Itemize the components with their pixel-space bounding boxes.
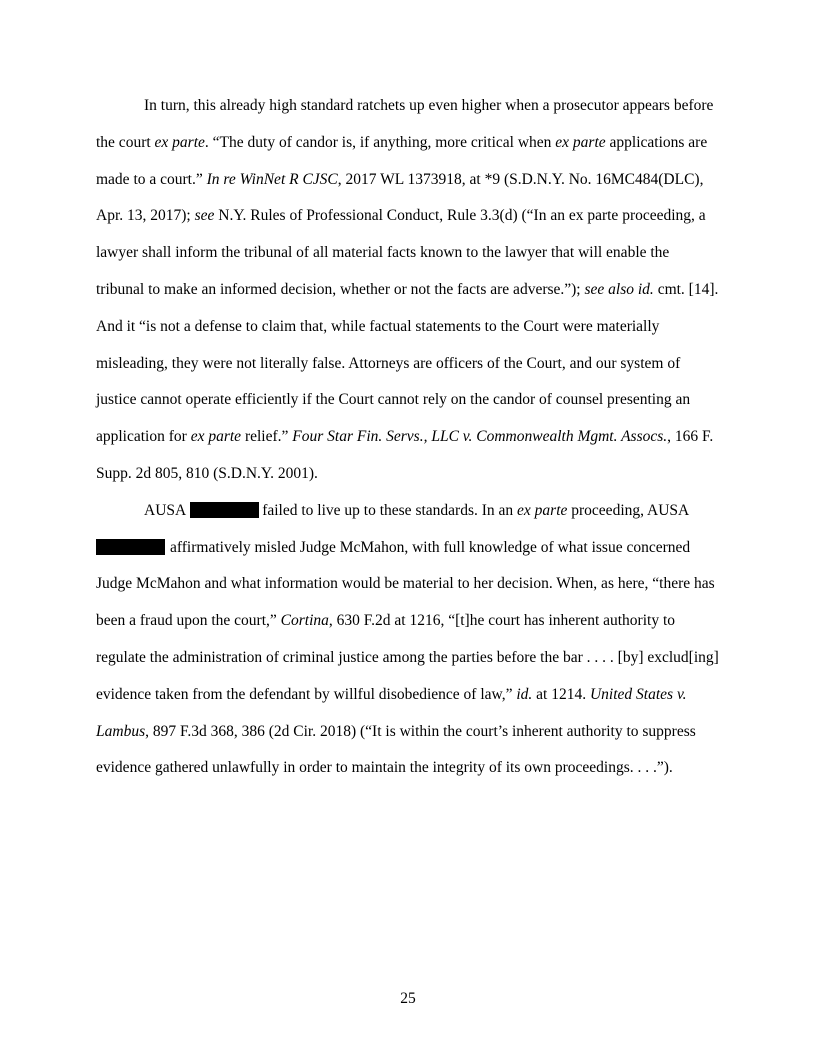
text-segment: , 630 F.2d at 1216, “[t]he court has inherent authority to regulate the administration of criminal justice among the parties before the bar . . . . [by] exclud[ing] evidence taken from the defendant by willful disobedience of law,” [96, 612, 719, 703]
text-segment: In turn, this already high standard ratchets up even higher when a prosecutor appears before the court [96, 97, 714, 151]
text-segment: N.Y. Rules of Professional Conduct, Rule 3.3(d) (“In an ex parte proceeding, a lawyer shall inform the tribunal of all material facts known to the lawyer that will enable the tribunal to make an informed decision, whether or not the facts are adverse.”); [96, 207, 706, 298]
text-segment-italic: ex parte [517, 501, 568, 519]
text-segment-italic: ex parte [154, 133, 205, 151]
paragraph-ausa-standards [96, 493, 720, 787]
page-number: 25 [400, 990, 416, 1007]
redaction-box [96, 539, 165, 555]
paragraph-duty-of-candor [96, 88, 720, 493]
text-segment: . “The duty of candor is, if anything, more critical when [204, 133, 556, 151]
text-segment: relief.” [241, 428, 293, 446]
text-segment-italic: ex parte [555, 133, 606, 151]
signal-word: id. [516, 685, 533, 703]
case-citation: Four Star Fin. Servs., LLC v. Commonwealth Mgmt. Assocs. [292, 428, 668, 446]
text-segment: AUSA [144, 501, 187, 519]
text-segment: failed to live up to these standards. In an [262, 501, 518, 519]
text-segment: at 1214. [532, 685, 590, 703]
text-segment: cmt. [14]. And it “is not a defense to claim that, while factual statements to the Court were materially misleading, they were not literally false. Attorneys are officers of the Court, and our system of justice cannot operate efficiently if the Court cannot rely on the candor of counsel presenting an application for [96, 280, 719, 446]
body-text [96, 88, 720, 787]
text-segment-italic: ex parte [190, 428, 242, 446]
text-segment: , 166 F. Supp. 2d 805, 810 (S.D.N.Y. 2001). [96, 428, 714, 482]
case-citation: In re WinNet R CJSC [206, 170, 338, 188]
redaction-box [190, 502, 259, 518]
signal-word: see [194, 207, 215, 225]
case-citation: United States v. Lambus [96, 685, 687, 740]
case-citation: Cortina [280, 612, 329, 630]
text-segment: affirmatively misled Judge McMahon, with full knowledge of what issue concerned Judge McMahon and what information would be material to her decision. When, as here, “there has been a fraud upon the court,” [96, 538, 715, 630]
text-segment: applications are made to a court.” [96, 133, 708, 188]
text-segment: , 897 F.3d 368, 386 (2d Cir. 2018) (“It is within the court’s inherent authority to suppress evidence gathered unlawfully in order to maintain the integrity of its own proceedings. . . .”). [96, 722, 696, 777]
text-segment: , 2017 WL 1373918, at *9 (S.D.N.Y. No. 16MC484(DLC), Apr. 13, 2017); [96, 170, 704, 225]
text-segment: proceeding, AUSA [567, 501, 689, 519]
signal-word: see also id. [584, 280, 654, 298]
